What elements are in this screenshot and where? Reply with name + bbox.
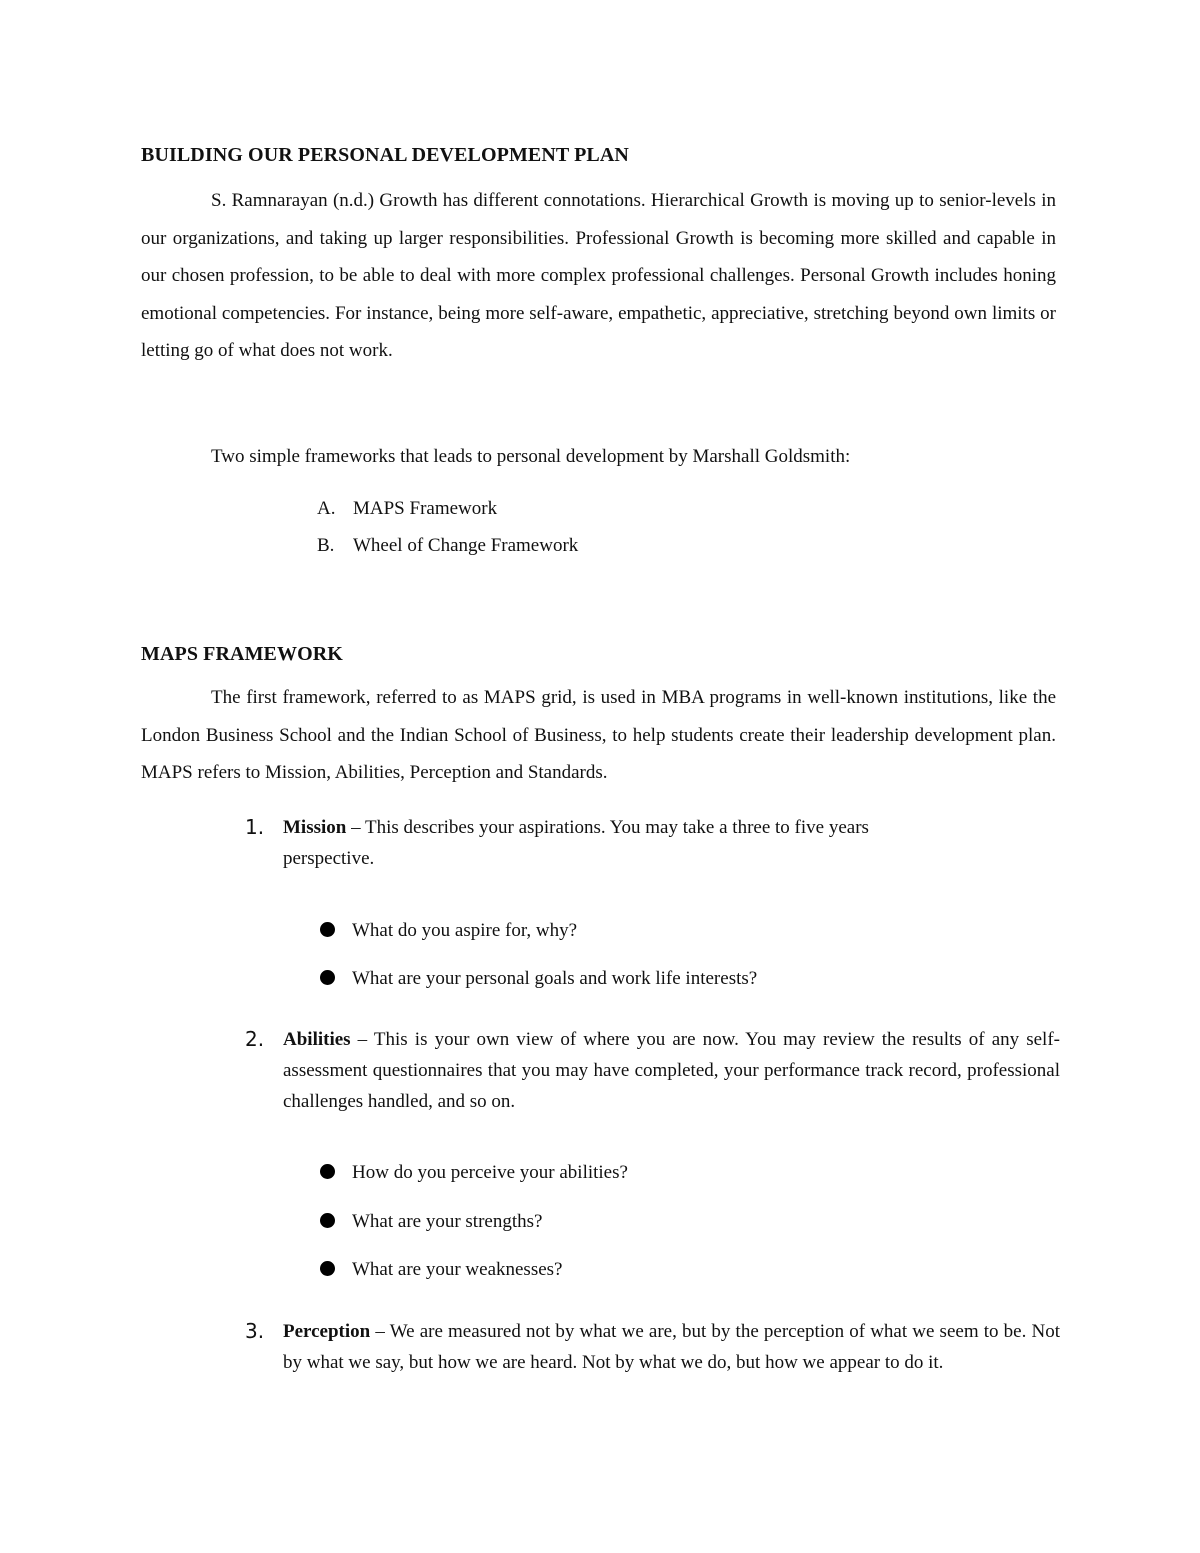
- bullet-text: What are your personal goals and work life interests?: [352, 968, 758, 989]
- bullet-item: [320, 1209, 542, 1235]
- bullet-text: How do you perceive your abilities?: [352, 1162, 628, 1183]
- bullet-text: What are your weaknesses?: [352, 1259, 563, 1280]
- page-title: BUILDING OUR PERSONAL DEVELOPMENT PLAN: [141, 144, 629, 166]
- numbered-item-mission: [245, 812, 1060, 874]
- numbered-item-perception: [245, 1316, 1060, 1378]
- bullet-icon: [320, 1213, 335, 1228]
- item-term: Mission: [283, 817, 347, 838]
- list-item: [317, 496, 497, 522]
- bullet-item: [320, 1160, 628, 1186]
- list-item-label: Wheel of Change Framework: [353, 535, 579, 556]
- list-item: [317, 533, 578, 559]
- bullet-item: [320, 1257, 562, 1283]
- maps-paragraph: The first framework, referred to as MAPS grid, is used in MBA programs in well-known institutions, like the London Business School and the Indian School of Business, to help students create their leadership development plan. MAPS refers to Mission, Abilities, Perception and Standards.: [141, 687, 1056, 783]
- intro-paragraph: S. Ramnarayan (n.d.) Growth has different connotations. Hierarchical Growth is moving up to senior-levels in our organizations, and taking up larger responsibilities. Professional Growth is becoming more skilled and capable in our chosen profession, to be able to deal with more complex professional challenges. Personal Growth includes honing emotional competencies. For instance, being more self-aware, empathetic, appreciative, stretching beyond own limits or letting go of what does not work.: [141, 190, 1056, 361]
- bullet-text: What do you aspire for, why?: [352, 920, 578, 941]
- bullet-icon: [320, 1261, 335, 1276]
- item-text: This is your own view of where you are now. You may review the results of any self-assessment questionnaires that you may have completed, your performance track record, professional challenges handled, and so on.: [283, 1029, 1060, 1112]
- list-item-label: MAPS Framework: [353, 498, 498, 519]
- list-marker: A.: [317, 498, 336, 519]
- bullet-text: What are your strengths?: [352, 1211, 543, 1232]
- item-dash: –: [370, 1321, 390, 1342]
- numbered-item-abilities: [245, 1024, 1060, 1117]
- item-number: 1.: [245, 815, 265, 839]
- item-body: [283, 1316, 1060, 1378]
- bullet-icon: [320, 1164, 335, 1179]
- bullet-item: [320, 966, 757, 992]
- item-dash: –: [346, 817, 366, 838]
- item-dash: –: [350, 1029, 374, 1050]
- item-body: [283, 812, 963, 874]
- item-text: This describes your aspirations. You may take a three to five years perspective.: [283, 817, 869, 869]
- item-text: We are measured not by what we are, but by the perception of what we seem to be. Not by what we say, but how we are heard. Not by what we do, but how we appear to do it.: [283, 1321, 1060, 1373]
- item-number: 3.: [245, 1319, 265, 1343]
- item-number: 2.: [245, 1027, 265, 1051]
- bullet-icon: [320, 970, 335, 985]
- bullet-icon: [320, 922, 335, 937]
- item-term: Perception: [283, 1321, 371, 1342]
- bullet-item: [320, 918, 577, 944]
- item-body: [283, 1024, 1060, 1117]
- item-term: Abilities: [283, 1029, 351, 1050]
- section-heading: MAPS FRAMEWORK: [141, 643, 343, 665]
- frameworks-intro: Two simple frameworks that leads to personal development by Marshall Goldsmith:: [211, 446, 851, 467]
- list-marker: B.: [317, 535, 335, 556]
